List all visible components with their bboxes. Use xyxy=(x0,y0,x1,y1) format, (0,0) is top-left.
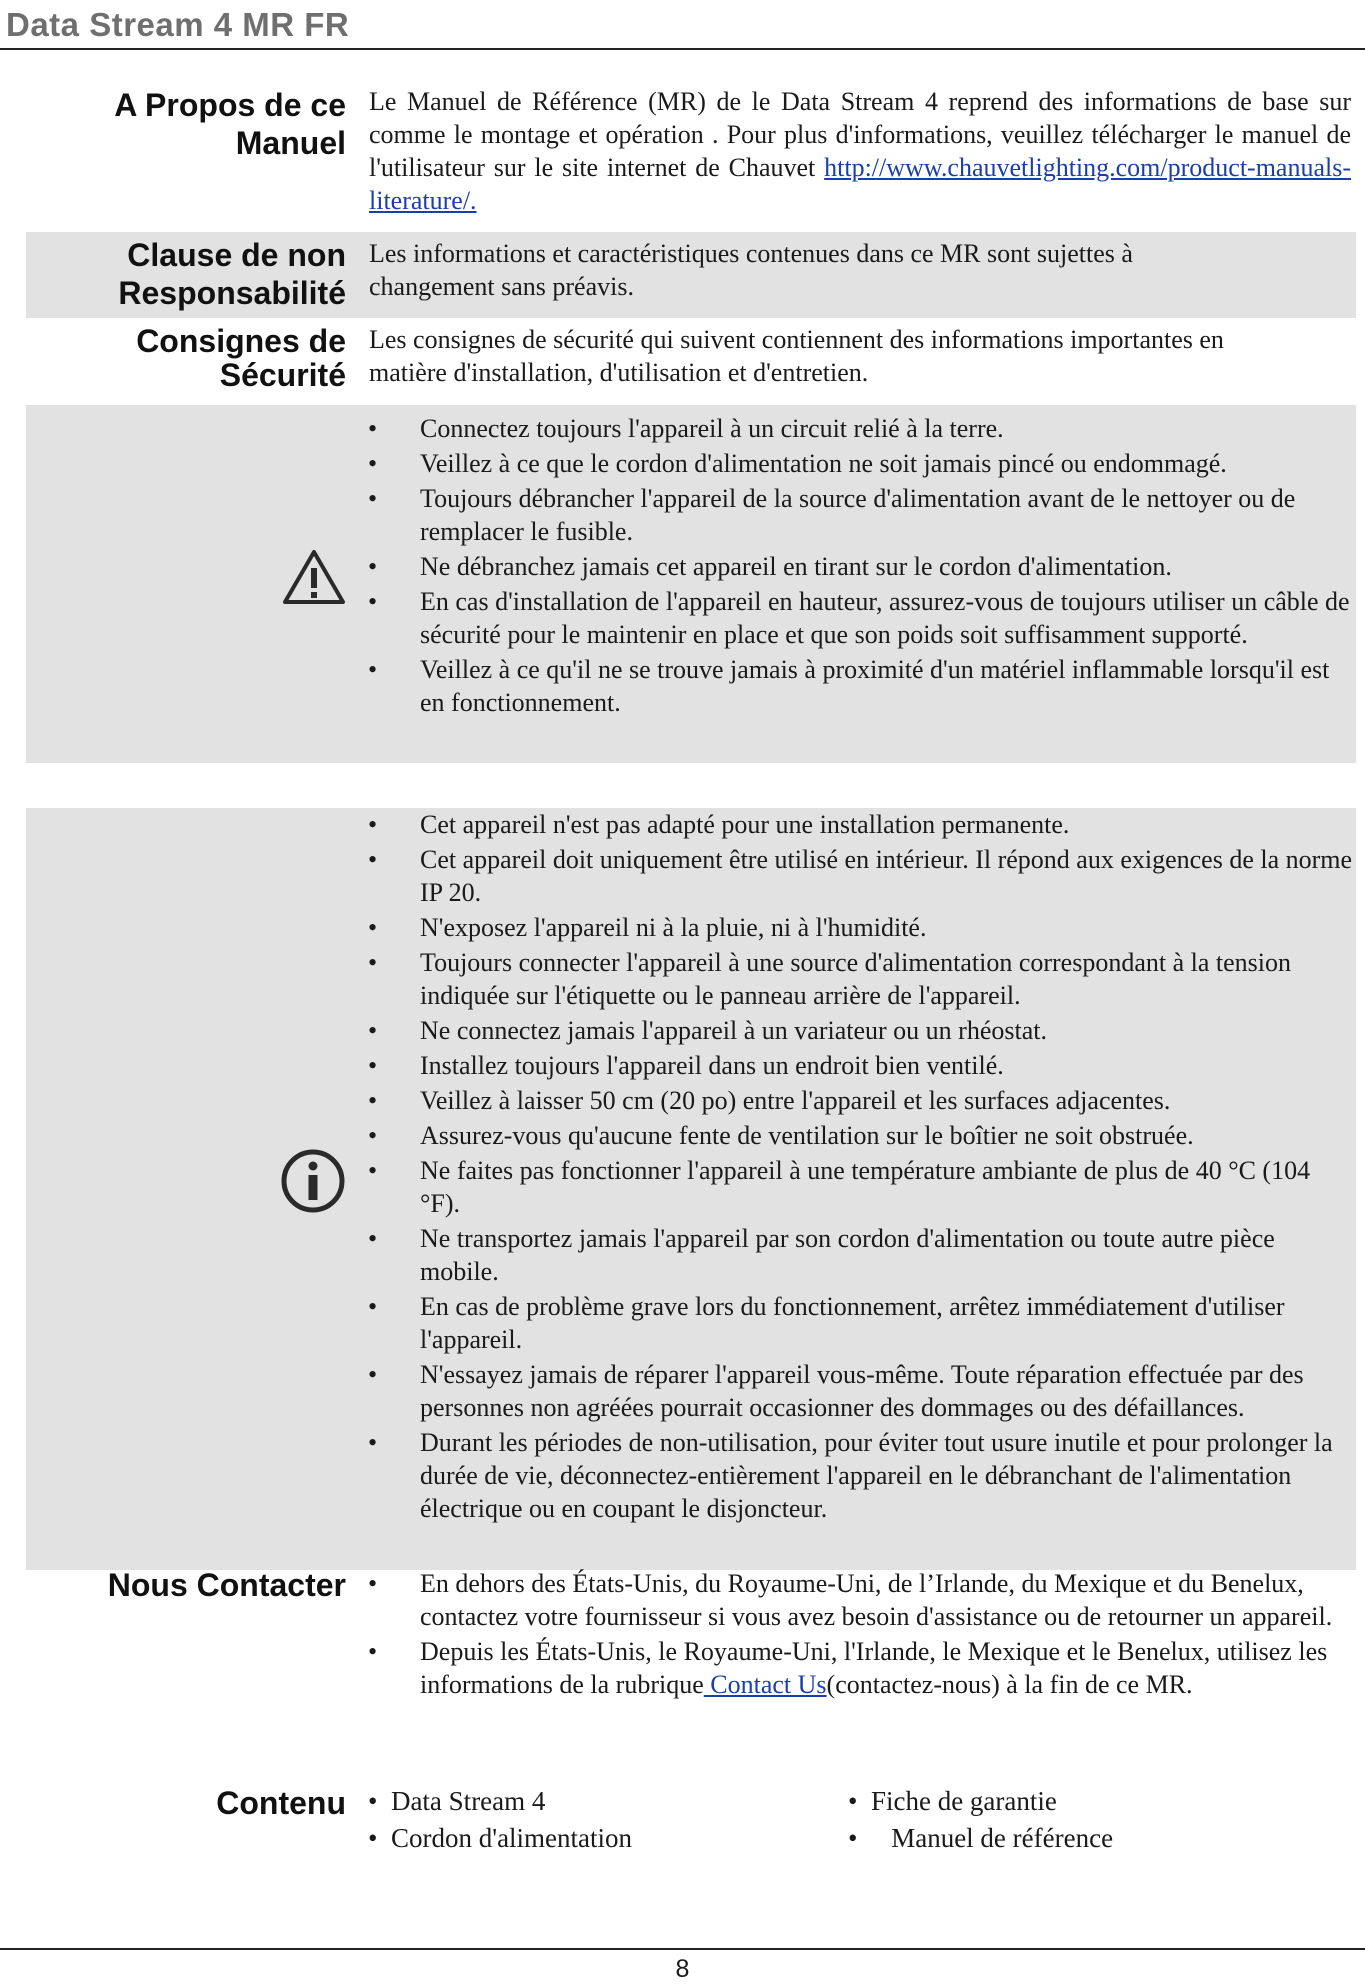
contact-text-after: (contactez-nous) à la fin de ce MR. xyxy=(826,1670,1193,1699)
safety-heading-line1: Consignes de xyxy=(136,323,346,359)
list-item: • En cas de problème grave lors du fonctionnement, arrêtez immédiatement d'utiliser l'appareil. xyxy=(365,1290,1355,1356)
safety-intro xyxy=(369,323,1359,389)
warning-list xyxy=(365,412,1355,721)
manuals-link[interactable]: http://www.chauvetlighting.com/product-manuals-literature/. xyxy=(369,153,1352,215)
list-item: • Cet appareil doit uniquement être utilisé en intérieur. Il répond aux exigences de la norme IP 20. xyxy=(365,843,1355,909)
warning-icon xyxy=(282,548,346,606)
list-item: • Veillez à ce qu'il ne se trouve jamais à proximité d'un matériel inflammable lorsqu'il est en fonctionnement. xyxy=(365,653,1355,719)
list-item: • Ne faites pas fonctionner l'appareil à une température ambiante de plus de 40 °C (104 °F). xyxy=(365,1154,1355,1220)
list-item: • Cet appareil n'est pas adapté pour une installation permanente. xyxy=(365,808,1355,841)
contact-text-before: Depuis les États-Unis, le Royaume-Uni, l'Irlande, le Mexique et le Benelux, utilisez les informations de la rubrique xyxy=(420,1637,1328,1699)
list-item xyxy=(365,1635,1355,1701)
safety-intro-line2: matière d'installation, d'utilisation et d'entretien. xyxy=(369,358,869,387)
list-item: • Ne transportez jamais l'appareil par son cordon d'alimentation ou toute autre pièce mobile. xyxy=(365,1222,1355,1288)
disclaimer-heading xyxy=(118,236,346,312)
contents-item-label: Manuel de référence xyxy=(891,1823,1114,1853)
list-item: • Veillez à laisser 50 cm (20 po) entre l'appareil et les surfaces adjacentes. xyxy=(365,1084,1355,1117)
disclaimer-line1: Les informations et caractéristiques contenues dans ce MR sont sujettes à xyxy=(369,239,1133,268)
contents-item-label: Fiche de garantie xyxy=(870,1786,1057,1816)
disclaimer-heading-line1: Clause de non xyxy=(127,237,346,273)
about-heading-line2: Manuel xyxy=(235,125,346,161)
header-divider xyxy=(0,48,1365,50)
about-heading-line1: A Propos de ce xyxy=(114,87,346,123)
list-item: • Connectez toujours l'appareil à un circuit relié à la terre. xyxy=(365,412,1355,445)
about-heading xyxy=(114,86,346,162)
document-header-title: Data Stream 4 MR FR xyxy=(6,6,350,43)
contents-item-label: Data Stream 4 xyxy=(390,1786,546,1816)
contents-item: • Manuel de référence xyxy=(848,1823,1114,1853)
info-icon xyxy=(280,1148,346,1214)
about-text: Le Manuel de Référence (MR) de le Data Stream 4 reprend des informations de base sur comme le montage et opération . Pour plus d'informations, veuillez télécharger le manuel de l'utilisateur sur le site internet de Chauvet xyxy=(369,87,1351,182)
list-item: • Assurez-vous qu'aucune fente de ventilation sur le boîtier ne soit obstruée. xyxy=(365,1119,1355,1152)
list-item: • Durant les périodes de non-utilisation, pour éviter tout usure inutile et pour prolonger la durée de vie, déconnectez-entièrement l'appareil en le débranchant de l'alimentation électrique ou en coupant le disjoncteur. xyxy=(365,1426,1355,1525)
disclaimer-heading-line2: Responsabilité xyxy=(118,275,346,311)
contact-list xyxy=(365,1567,1355,1703)
list-item: • Installez toujours l'appareil dans un endroit bien ventilé. xyxy=(365,1049,1355,1082)
list-item: • Toujours débrancher l'appareil de la source d'alimentation avant de le nettoyer ou de remplacer le fusible. xyxy=(365,482,1355,548)
list-item: • Toujours connecter l'appareil à une source d'alimentation correspondant à la tension indiquée sur l'étiquette ou le panneau arrière de l'appareil. xyxy=(365,946,1355,1012)
list-item: • Ne débranchez jamais cet appareil en tirant sur le cordon d'alimentation. xyxy=(365,550,1355,583)
list-item: • Veillez à ce que le cordon d'alimentation ne soit jamais pincé ou endommagé. xyxy=(365,447,1355,480)
list-item: • N'exposez l'appareil ni à la pluie, ni à l'humidité. xyxy=(365,911,1355,944)
disclaimer-paragraph xyxy=(369,237,1359,303)
contents-heading: Contenu xyxy=(216,1785,346,1821)
contact-us-link[interactable]: Contact Us xyxy=(703,1670,827,1699)
contents-item: • Cordon d'alimentation xyxy=(368,1823,633,1853)
safety-heading xyxy=(136,324,346,392)
about-paragraph xyxy=(369,85,1351,217)
list-item: • Ne connectez jamais l'appareil à un variateur ou un rhéostat. xyxy=(365,1014,1355,1047)
contact-heading: Nous Contacter xyxy=(107,1567,346,1603)
contents-item: • Fiche de garantie xyxy=(848,1786,1057,1816)
contents-item-label: Cordon d'alimentation xyxy=(390,1823,633,1853)
safety-heading-line2: Sécurité xyxy=(219,357,346,393)
contents-item: • Data Stream 4 xyxy=(368,1786,546,1816)
footer-divider xyxy=(0,1948,1365,1950)
list-item: • N'essayez jamais de réparer l'appareil vous-même. Toute réparation effectuée par des personnes non agréées pourrait occasionner des dommages ou des défaillances. xyxy=(365,1358,1355,1424)
safety-intro-line1: Les consignes de sécurité qui suivent contiennent des informations importantes en xyxy=(369,325,1224,354)
page-number: 8 xyxy=(675,1955,690,1983)
disclaimer-line2: changement sans préavis. xyxy=(369,272,634,301)
list-item: • En dehors des États-Unis, du Royaume-Uni, de l’Irlande, du Mexique et du Benelux, contactez votre fournisseur si vous avez besoin d'assistance ou de retourner un appareil. xyxy=(365,1567,1355,1633)
info-list xyxy=(365,808,1355,1527)
list-item: • En cas d'installation de l'appareil en hauteur, assurez-vous de toujours utiliser un câble de sécurité pour le maintenir en place et que son poids soit suffisamment supporté. xyxy=(365,585,1355,651)
